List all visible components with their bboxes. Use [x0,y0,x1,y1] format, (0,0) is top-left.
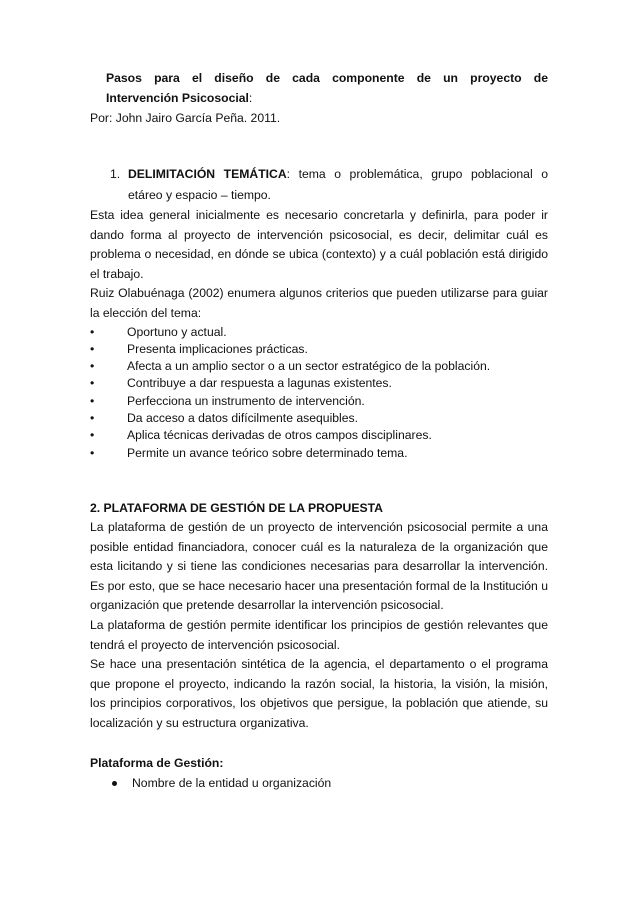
list-item [90,393,548,410]
criteria-text: Permite un avance teórico sobre determinado tema. [127,445,408,460]
bullet-icon: • [90,428,95,443]
paragraph-presentation: Se hace una presentación sintética de la agencia, el departamento o el programa que propone el proyecto, indicando la razón social, la historia, la visión, la misión, los principios corporativos, los objetivos que persigue, la población que atiende, su localización y su estructura organizativa. [90,657,548,730]
criteria-text: Da acceso a datos difícilmente asequibles. [127,411,359,426]
section-1-text: : tema o problemática, grupo poblacional o etáreo y espacio – tiempo. [128,167,548,202]
list-item [90,358,548,375]
section-1-body [128,164,548,206]
title-line-2-bold: Intervención Psicosocial [106,91,249,105]
list-item [90,410,548,427]
title-line-1: Pasos para el diseño de cada componente de un proyecto de [106,71,548,85]
paragraph-platform-principles: La plataforma de gestión permite identificar los principios de gestión relevantes que tendrá el proyecto de intervención psicosocial. [90,617,548,652]
criteria-text: Contribuye a dar respuesta a lagunas existentes. [127,376,392,391]
paragraph-criteria-intro: Ruiz Olabuénaga (2002) enumera algunos criterios que pueden utilizarse para guiar la elección del tema: [90,286,548,320]
bullet-icon: • [90,341,95,356]
platform-subheading: Plataforma de Gestión: [90,756,224,771]
title-line-2-colon: : [248,91,253,105]
paragraph-delimitation: Esta idea general inicialmente es necesario concretarla y definirla, para poder ir dando forma al proyecto de intervención psicosocial, es decir, delimitar cuál es problema o necesidad, en dónde se ubica (contexto) y a cuál población está dirigido el trabajo. [90,208,548,281]
bullet-icon: • [90,324,95,339]
paragraph-platform-intro: La plataforma de gestión de un proyecto de intervención psicosocial permite a una posible entidad financiadora, conocer cuál es la naturaleza de la organización que esta licitando y si tiene las condiciones necesarias para desarrollar la intervención. Es por esto, que se hace necesario hacer una presentación formal de la Institución u organización que pretende desarrollar la intervención psicosocial. [90,519,548,613]
criteria-text: Oportuno y actual. [127,324,227,339]
list-item [90,773,548,793]
section-1-number: 1. [110,167,121,181]
author-line: Por: John Jairo García Peña. 2011. [90,111,281,125]
criteria-text: Perfecciona un instrumento de intervención. [127,393,365,408]
bullet-icon: • [90,393,95,408]
bullet-icon: • [90,445,95,460]
list-item [90,324,548,341]
section-1-item [90,164,548,206]
criteria-text: Afecta a un amplio sector o a un sector estratégico de la población. [127,359,491,374]
document-title [106,68,548,108]
section-1-heading: DELIMITACIÓN TEMÁTICA [128,167,287,181]
list-item [90,445,548,462]
list-item [90,375,548,392]
bullet-dot-icon [112,781,117,786]
bullet-icon: • [90,359,95,374]
list-item [90,427,548,444]
list-item [90,341,548,358]
criteria-list [90,324,548,462]
platform-list [90,773,548,793]
document-page [90,68,548,793]
criteria-text: Presenta implicaciones prácticas. [127,341,308,356]
bullet-icon: • [90,411,95,426]
bullet-icon: • [90,376,95,391]
section-2-heading: 2. PLATAFORMA DE GESTIÓN DE LA PROPUESTA [90,500,383,515]
criteria-text: Aplica técnicas derivadas de otros campos disciplinares. [127,428,432,443]
title-line-2 [106,88,548,108]
platform-item-text: Nombre de la entidad u organización [132,776,332,791]
